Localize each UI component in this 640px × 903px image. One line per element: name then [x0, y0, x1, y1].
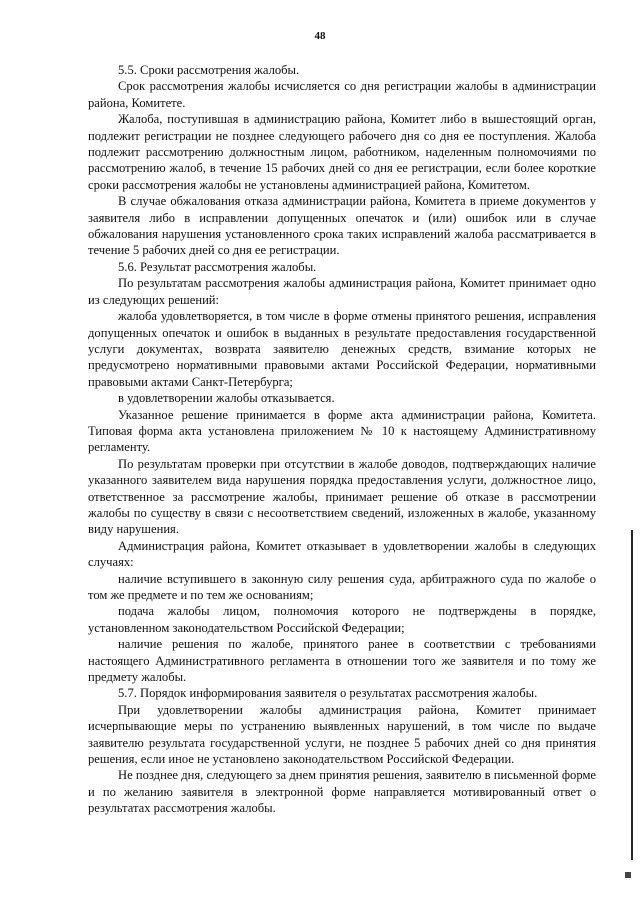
paragraph: Срок рассмотрения жалобы исчисляется со дня регистрации жалобы в администрации района, Комитете. [88, 79, 596, 110]
paragraph: В случае обжалования отказа администрации района, Комитета в приеме документов у заявителя либо в исправлении допущенных опечаток и (или) ошибок или в случае обжалования нарушения установленного срока таких исправлений жалоба рассматривается в течение 5 рабочих дней со дня ее регистрации. [88, 194, 596, 258]
paragraph: При удовлетворении жалобы администрация района, Комитет принимает исчерпывающие меры по устранению выявленных нарушений, в том числе по выдаче заявителю результата государственной услуги, не позднее 5 рабочих дней со дня принятия решения, если иное не установлено законодательством Российской Федерации. [88, 702, 596, 767]
section-heading-5-5: 5.5. Сроки рассмотрения жалобы. [118, 63, 300, 77]
list-item: жалоба удовлетворяется, в том числе в форме отмены принятого решения, исправления допущенных опечаток и ошибок в выданных в результате предоставления государственной услуги документах, возврата заявителю денежных средств, взимание которых не предусмотрено нормативными правовыми актами Российской Федерации, нормативными правовыми актами Санкт-Петербурга; [88, 309, 596, 389]
paragraph: Администрация района, Комитет отказывает в удовлетворении жалобы в следующих случаях: [88, 538, 596, 570]
scan-edge-line [631, 530, 633, 860]
list-item: наличие вступившего в законную силу решения суда, арбитражного суда по жалобе о том же предмете и по тем же основаниям; [88, 571, 596, 602]
document-body [88, 62, 596, 817]
list-item: наличие решения по жалобе, принятого ранее в соответствии с требованиями настоящего Административного регламента в отношении того же заявителя и по тому же предмету жалобы. [88, 637, 596, 685]
paragraph: По результатам проверки при отсутствии в жалобе доводов, подтверждающих наличие указанного заявителем вида нарушения порядка предоставления услуги, должностное лицо, ответственное за рассмотрение жалобы, принимает решение об отказе в рассмотрении жалобы по существу в связи с несоответствием сведений, изложенных в жалобе, указанному виду нарушения. [88, 456, 596, 537]
section-heading-5-6: 5.6. Результат рассмотрения жалобы. [118, 259, 317, 274]
paragraph: По результатам рассмотрения жалобы администрация района, Комитет принимает одно из следующих решений: [88, 276, 596, 307]
paragraph: Не позднее дня, следующего за днем принятия решения, заявителю в письменной форме и по желанию заявителя в электронной форме направляется мотивированный ответ о результатах рассмотрения жалобы. [88, 768, 596, 816]
list-item: в удовлетворении жалобы отказывается. [118, 391, 335, 406]
paragraph: Жалоба, поступившая в администрацию района, Комитет либо в вышестоящий орган, подлежит регистрации не позднее следующего рабочего дня со дня ее поступления. Жалоба подлежит рассмотрению должностным лицом, работником, наделенным полномочиями по рассмотрению жалоб, в течение 15 рабочих дней со дня ее регистрации, если более короткие сроки рассмотрения жалобы не установлены администрацией района, Комитетом. [88, 112, 596, 192]
list-item: подача жалобы лицом, полномочия которого не подтверждены в порядке, установленном законодательством Российской Федерации; [88, 604, 596, 635]
section-heading-5-7: 5.7. Порядок информирования заявителя о результатах рассмотрения жалобы. [118, 686, 538, 701]
paragraph: Указанное решение принимается в форме акта администрации района, Комитета. Типовая форма акта установлена приложением № 10 к настоящему Административному регламенту. [88, 407, 596, 455]
scan-edge-mark [625, 872, 631, 878]
page-number: 48 [314, 30, 326, 42]
